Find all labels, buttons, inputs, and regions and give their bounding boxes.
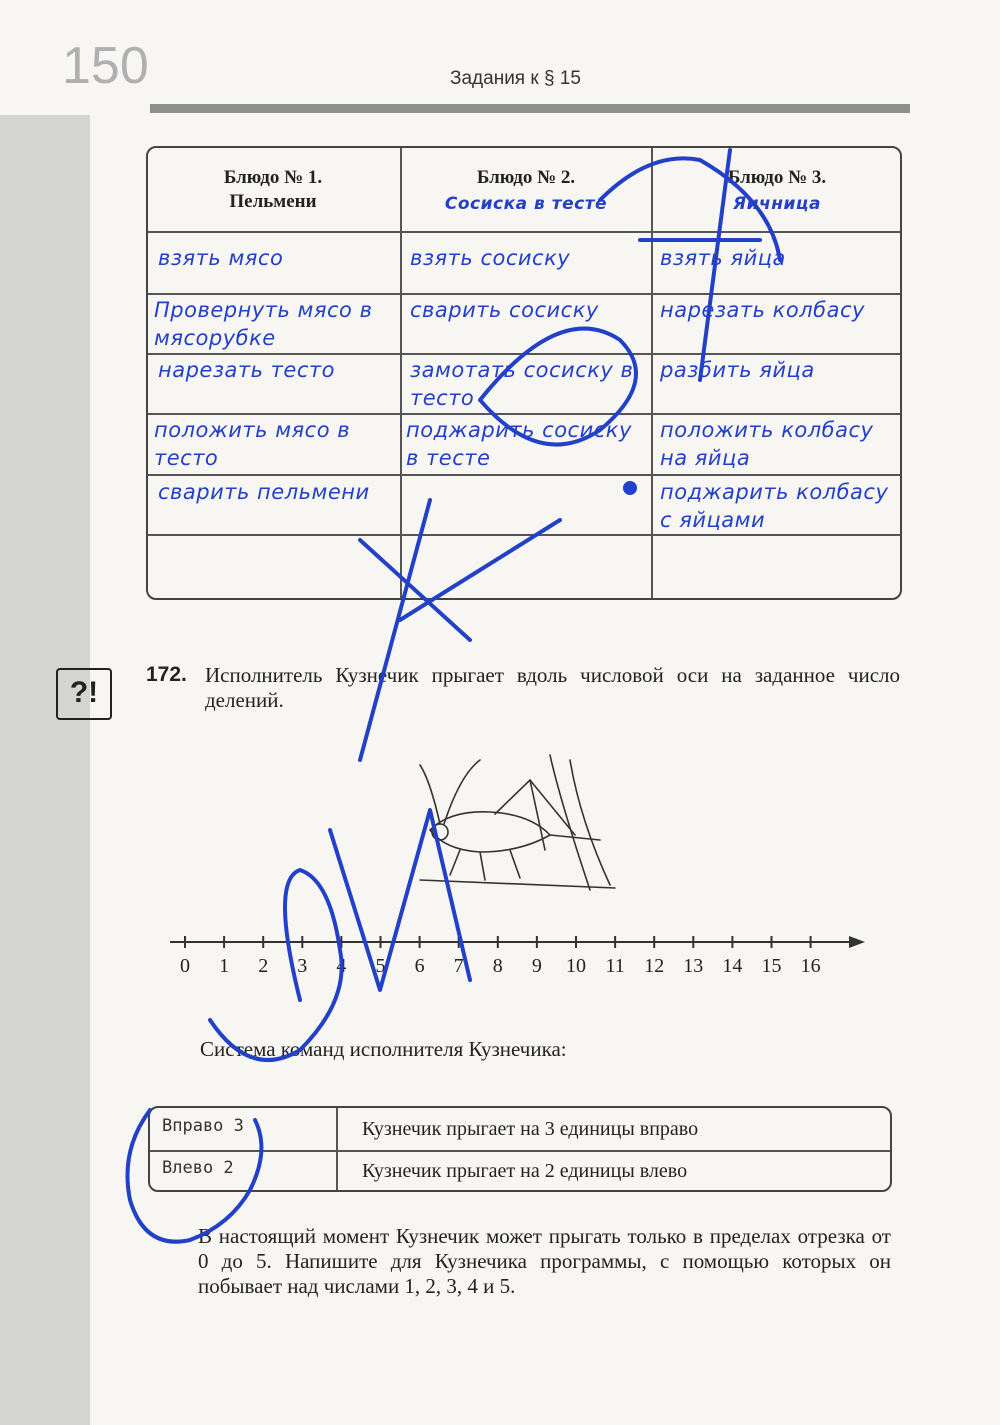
axis-tick-label: 4 bbox=[336, 955, 347, 977]
table-cell: сварить сосиску bbox=[410, 298, 599, 322]
axis-tick-label: 15 bbox=[761, 955, 782, 977]
table-divider bbox=[148, 534, 900, 536]
task-number: 172. bbox=[146, 663, 187, 686]
table-divider bbox=[148, 231, 900, 233]
handwritten-dish-name: Сосиска в тесте bbox=[444, 194, 608, 214]
command-code: Вправо 3 bbox=[162, 1116, 244, 1136]
axis-tick-label: 9 bbox=[531, 955, 542, 977]
axis-tick-label: 10 bbox=[566, 955, 586, 977]
table-cell: поджарить сосиску в тесте bbox=[406, 418, 632, 470]
axis-tick-label: 14 bbox=[722, 955, 743, 977]
table-cell: нарезать колбасу bbox=[660, 298, 865, 322]
table-header-1 bbox=[148, 166, 398, 214]
axis-tick-label: 13 bbox=[683, 955, 704, 977]
table-divider bbox=[336, 1108, 338, 1190]
header-line: Пельмени bbox=[229, 191, 317, 212]
axis-tick-label: 1 bbox=[219, 955, 230, 977]
header-rule bbox=[150, 104, 910, 113]
table-header-3 bbox=[652, 166, 902, 218]
axis-tick-label: 7 bbox=[453, 955, 464, 977]
header-line: Блюдо № 2. bbox=[476, 167, 576, 188]
table-divider bbox=[150, 1150, 890, 1152]
table-divider bbox=[148, 353, 900, 355]
table-divider bbox=[148, 413, 900, 415]
header-line: Блюдо № 1. bbox=[223, 167, 323, 188]
axis-tick-label: 3 bbox=[297, 955, 308, 977]
task-type-icon: ?! bbox=[56, 668, 112, 720]
table-divider bbox=[148, 293, 900, 295]
axis-tick-label: 2 bbox=[258, 955, 269, 977]
command-description: Кузнечик прыгает на 2 единицы влево bbox=[362, 1160, 688, 1182]
table-cell: нарезать тесто bbox=[158, 358, 335, 382]
table-cell: замотать сосиску в тесто bbox=[410, 358, 634, 410]
page-margin-strip bbox=[0, 115, 90, 1425]
axis-tick-label: 16 bbox=[800, 955, 821, 977]
number-line bbox=[165, 920, 875, 980]
handwritten-dish-name: Яичница bbox=[733, 194, 821, 214]
table-cell: Провернуть мясо в мясорубке bbox=[154, 298, 373, 350]
axis-tick-label: 0 bbox=[180, 955, 190, 977]
command-code: Влево 2 bbox=[162, 1158, 234, 1178]
axis-tick-label: 11 bbox=[605, 955, 625, 977]
dish-table bbox=[146, 146, 902, 600]
page-title: Задания к § 15 bbox=[450, 68, 581, 89]
header-line: Блюдо № 3. bbox=[727, 167, 827, 188]
table-header-2 bbox=[401, 166, 651, 218]
table-cell: сварить пельмени bbox=[158, 480, 370, 504]
table-cell: положить мясо в тесто bbox=[154, 418, 351, 470]
axis-arrow bbox=[849, 936, 865, 948]
axis-tick-label: 6 bbox=[414, 955, 425, 977]
commands-heading: Система команд исполнителя Кузнечика: bbox=[200, 1037, 567, 1061]
grasshopper-illustration bbox=[400, 740, 630, 900]
table-divider bbox=[148, 474, 900, 476]
task-text: Исполнитель Кузнечик прыгает вдоль числовой оси на заданное число делений. bbox=[205, 663, 900, 712]
commands-table bbox=[148, 1106, 892, 1192]
axis-tick-label: 12 bbox=[644, 955, 665, 977]
axis-tick-label: 5 bbox=[375, 955, 386, 977]
table-cell: взять мясо bbox=[158, 246, 284, 270]
command-description: Кузнечик прыгает на 3 единицы вправо bbox=[362, 1118, 699, 1140]
axis-tick-label: 8 bbox=[492, 955, 503, 977]
table-cell: взять сосиску bbox=[410, 246, 571, 270]
task-instructions: В настоящий момент Кузнечик может прыгать только в пределах отрезка от 0 до 5. Напишите для Кузнечика программы, с помощью которых он побывает над числами 1, 2, 3, 4 и 5. bbox=[198, 1224, 891, 1298]
table-cell: взять яйца bbox=[660, 246, 786, 270]
table-cell: разбить яйца bbox=[660, 358, 815, 382]
page-number: 150 bbox=[62, 37, 149, 95]
table-cell: поджарить колбасу с яйцами bbox=[660, 480, 889, 532]
table-cell: положить колбасу на яйца bbox=[660, 418, 874, 470]
